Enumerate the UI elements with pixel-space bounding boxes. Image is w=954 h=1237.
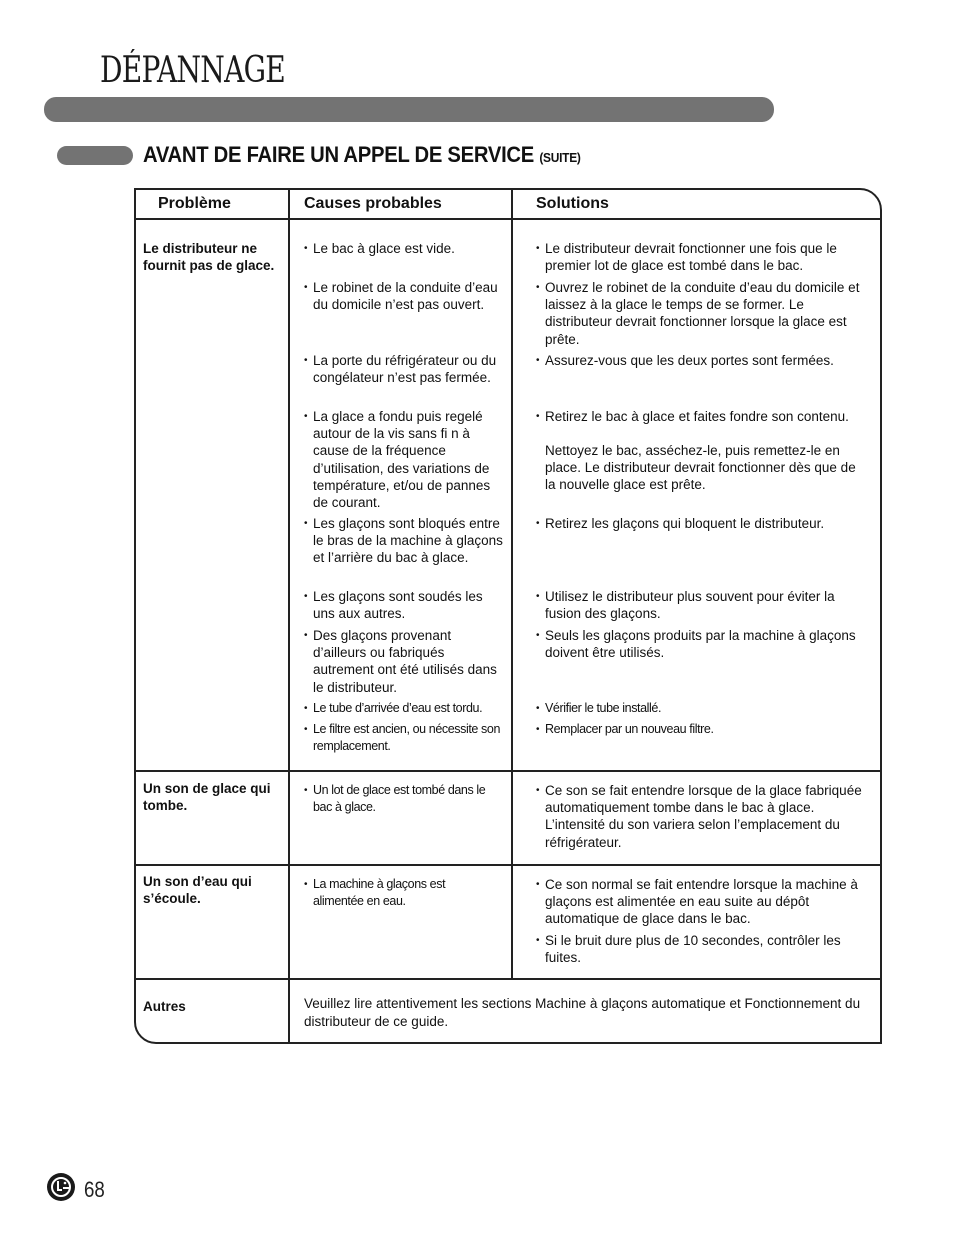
solution-item: • Ouvrez le robinet de la conduite d’eau du domicile et laissez à la glace le temps de se former. Le distributeur devrait fonctionner lorsque la glace est prête. [536, 279, 867, 348]
troubleshooting-table [134, 188, 882, 1044]
row-divider [136, 864, 882, 866]
cause-item: • Le filtre est ancien, ou nécessite son remplacement. [304, 721, 505, 755]
row-divider [136, 978, 882, 980]
header-bar [44, 97, 774, 122]
cause-item: • La porte du réfrigérateur ou du congélateur n’est pas fermée. [304, 352, 503, 386]
solution-item: • Si le bruit dure plus de 10 secondes, contrôler les fuites. [536, 932, 867, 966]
problem-dispenser-no-ice: Le distributeur ne fournit pas de glace. [143, 241, 275, 273]
header-solutions: Solutions [536, 195, 609, 212]
section-title [143, 142, 581, 168]
solution-item: • Retirez le bac à glace et faites fondre son contenu. [536, 408, 867, 425]
cause-item: • Un lot de glace est tombé dans le bac à glace. [304, 782, 507, 816]
column-divider [288, 190, 290, 1044]
section-pill [57, 146, 133, 165]
section-title-text: AVANT DE FAIRE UN APPEL DE SERVICE [143, 142, 534, 167]
page-number: 68 [84, 1177, 105, 1202]
solution-item: • Le distributeur devrait fonctionner une fois que le premier lot de glace est tombé dans le bac. [536, 240, 867, 274]
cause-item: • Le bac à glace est vide. [304, 240, 503, 257]
page-title: DÉPANNAGE [100, 50, 285, 91]
solution-item: • Remplacer par un nouveau filtre. [536, 721, 867, 738]
cause-item: • Les glaçons sont bloqués entre le bras de la machine à glaçons et l’arrière du bac à glace. [304, 515, 507, 567]
solution-item: • Assurez-vous que les deux portes sont fermées. [536, 352, 867, 369]
row-divider [136, 770, 882, 772]
cause-item: • Le robinet de la conduite d’eau du domicile n’est pas ouvert. [304, 279, 503, 313]
column-divider [511, 190, 513, 980]
solution-item-continued: Nettoyez le bac, asséchez-le, puis remettez-le en place. Le distributeur devrait fonctionner dès que de la nouvelle glace est prête. [545, 443, 856, 493]
solution-item: • Vérifier le tube installé. [536, 700, 867, 717]
problem-water-flowing-sound: Un son d’eau qui s’écoule. [143, 874, 252, 906]
other-note: Veuillez lire attentivement les sections Machine à glaçons automatique et Fonctionnement du distributeur de ce guide. [304, 996, 861, 1029]
solution-item: • Seuls les glaçons produits par la machine à glaçons doivent être utilisés. [536, 627, 867, 661]
cause-item: • La machine à glaçons est alimentée en eau. [304, 876, 483, 910]
cause-item: • La glace a fondu puis regelé autour de la vis sans fi n à cause de la fréquence d’utilisation, des variations de température, et/ou de pannes de courant. [304, 408, 507, 511]
cause-item: • Des glaçons provenant d’ailleurs ou fabriqués autrement ont été utilisés dans le distributeur. [304, 627, 503, 696]
header-divider [136, 218, 882, 220]
solution-item: • Utilisez le distributeur plus souvent pour éviter la fusion des glaçons. [536, 588, 867, 622]
solution-item: • Retirez les glaçons qui bloquent le distributeur. [536, 515, 867, 532]
cause-item: • Les glaçons sont soudés les uns aux autres. [304, 588, 507, 622]
section-title-suffix: (SUITE) [539, 150, 581, 165]
solution-item: • Ce son normal se fait entendre lorsque la machine à glaçons est alimentée en eau suite au dépôt automatique de glace dans le bac. [536, 876, 867, 928]
cause-item: • Le tube d’arrivée d’eau est tordu. [304, 700, 513, 717]
problem-other: Autres [143, 999, 186, 1014]
header-causes: Causes probables [304, 195, 442, 212]
header-problem: Problème [158, 195, 231, 212]
solution-item: • Ce son se fait entendre lorsque de la glace fabriquée automatiquement tombe dans le bac à glace. L’intensité du son variera selon l’emplacement du réfrigérateur. [536, 782, 863, 851]
problem-ice-falling-sound: Un son de glace qui tombe. [143, 781, 271, 813]
lg-logo-icon [46, 1172, 76, 1202]
